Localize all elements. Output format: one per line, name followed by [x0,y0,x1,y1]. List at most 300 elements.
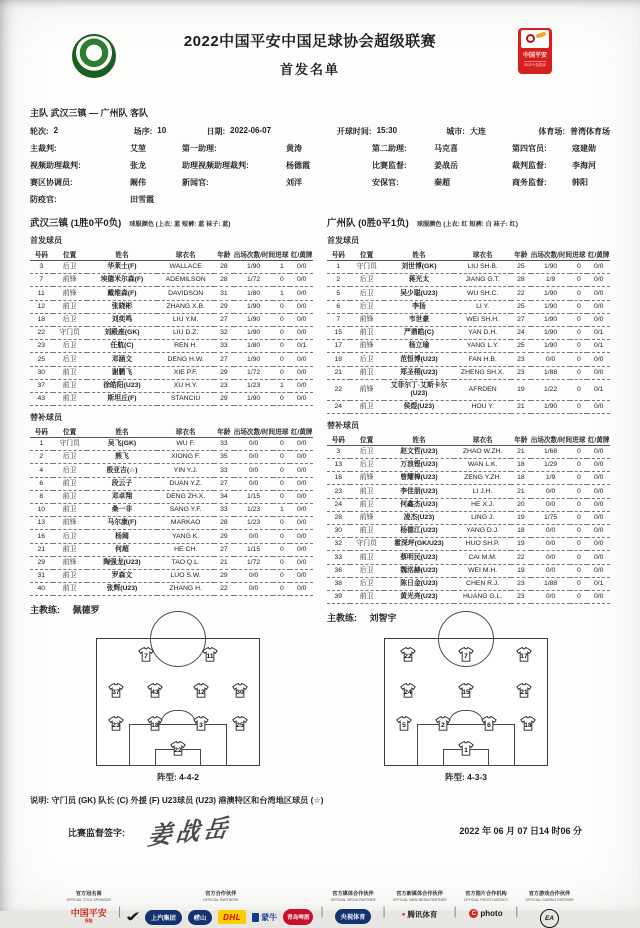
official-label: 第四官员: [512,144,547,153]
away-starters-label: 首发球员 [327,236,359,245]
player-cell: ZHANG X.B. [157,300,214,313]
roster-header-row [327,248,610,261]
sponsor-group [464,890,509,918]
player-cell: 27 [214,313,234,326]
player-cell: 7 [30,274,53,287]
player-cell: 罗森文 [87,569,158,582]
player-cell: 19 [511,538,531,551]
player-row [327,300,610,313]
player-row [30,556,313,569]
sponsor-group-sublabel: OFFICIAL TITLE SPONSOR [66,898,111,903]
player-cell: 33 [214,464,234,477]
info-pair [538,126,610,137]
player-cell: 后卫 [350,274,384,287]
player-cell: 0 [570,366,587,379]
player-cell: 万浪铿(U23) [384,459,455,472]
player-cell: 1 [327,261,350,274]
player-cell: 曾耀樟(U23) [384,472,455,485]
official-value: 杨德霞 [286,161,310,170]
player-cell: 0/0 [290,261,313,274]
info-label: 场序: [133,127,153,136]
player-shirt-icon [399,683,416,703]
player-cell: 27 [214,543,234,556]
player-cell: 后卫 [53,313,87,326]
player-cell: YANG L.Y. [454,340,511,353]
player-cell: 1/80 [234,287,274,300]
player-cell: 1/90 [531,287,571,300]
player-cell: 桑一非 [87,504,158,517]
player-cell: 陶强龙(U23) [87,556,158,569]
player-row [327,564,610,577]
official-value: 阚伟 [130,178,146,187]
svg-text:3: 3 [198,721,203,729]
sponsor-logo-row [71,909,107,923]
player-cell: FAN H.B. [454,353,511,366]
official-label: 第二助理: [372,144,407,153]
player-cell: 0/0 [531,551,571,564]
player-cell: 严鼎皓(C) [384,326,455,339]
player-cell: 斯坦丘(F) [87,392,158,405]
player-row [30,353,313,366]
column-header: 年龄 [214,248,234,261]
home-coach-name: 佩德罗 [72,605,100,616]
player-cell: YANG D.J. [454,525,511,538]
player-cell: 黄光亮(U23) [384,590,455,603]
player-cell: 23 [214,379,234,392]
player-cell: 0 [273,274,290,287]
player-cell: 侯煜(U23) [384,400,455,413]
column-header: 号码 [30,248,53,261]
official-value: 田雪霞 [130,195,154,204]
player-cell: 1/88 [531,366,571,379]
player-cell: 29 [214,392,234,405]
player-cell: 后卫 [350,577,384,590]
player-row [327,472,610,485]
player-cell: 21 [511,485,531,498]
home-coach-label: 主教练: [30,605,60,616]
player-cell: 守门员 [350,538,384,551]
player-cell: 前锋 [350,340,384,353]
column-header: 号码 [327,433,350,446]
player-cell: 13 [327,459,350,472]
player-row [327,287,610,300]
dhl-logo: DHL [218,910,246,924]
svg-text:23: 23 [112,721,121,729]
player-cell: 0 [570,287,587,300]
player-cell: LIU D.Z. [157,326,214,339]
player-cell: 1/88 [531,577,571,590]
player-cell: 0 [570,551,587,564]
player-cell: 0/0 [531,564,571,577]
player-row [30,490,313,503]
player-row [327,577,610,590]
player-cell: 前卫 [53,379,87,392]
player-cell: 0/0 [587,511,610,524]
player-cell: 0 [570,498,587,511]
column-header: 球衣名 [157,248,214,261]
player-shirt-icon [458,647,475,667]
sponsor-group [66,890,111,923]
sponsor-pill-logo: 上汽集团 [145,910,182,925]
player-cell: 后卫 [53,530,87,543]
photo-agency-logo: C photo [469,909,502,918]
player-row [327,366,610,379]
player-cell: 29 [214,569,234,582]
player-cell: 0 [570,472,587,485]
player-cell: 刘殿座(GK) [87,326,158,339]
player-cell: 0 [570,313,587,326]
home-kit-colors: 球服颜色 (上衣: 蓝 短裤: 蓝 袜子: 蓝) [129,221,231,228]
player-cell: 1 [273,261,290,274]
player-cell: 1/23 [234,504,274,517]
player-cell: HUO SH.P. [454,538,511,551]
away-team-column [327,215,610,624]
player-row [30,504,313,517]
official-pair [512,160,610,171]
player-cell: 16 [30,530,53,543]
player-cell: 0/1 [587,577,610,590]
column-header: 年龄 [511,248,531,261]
sponsor-group-sublabel: OFFICIAL PARTNERS [203,898,239,903]
player-cell: 33 [214,438,234,451]
official-label: 第一助理: [182,144,217,153]
player-row [327,459,610,472]
player-cell: 马尔康(F) [87,517,158,530]
player-cell: XIONG F. [157,451,214,464]
roster-header-row [30,248,313,261]
player-cell: 谢鹏飞 [87,366,158,379]
player-cell: 0 [570,400,587,413]
player-cell: 2 [30,451,53,464]
sponsor-group-sublabel: OFFICIAL NEW MEDIA PARTNER [392,898,447,903]
column-header: 号码 [327,248,350,261]
player-cell: 埃德米尔森(F) [87,274,158,287]
player-cell: 0/0 [587,313,610,326]
player-cell: WALLACE [157,261,214,274]
player-cell: 13 [30,517,53,530]
column-header: 年龄 [214,425,234,438]
player-row [30,313,313,326]
column-header: 红/黄牌 [587,433,610,446]
player-cell: LIU Y.M. [157,313,214,326]
column-header: 出场次数/时间 [531,433,571,446]
official-label: 助理视频助理裁判: [182,161,249,170]
sponsor-pill-logo: 崂山 [188,910,212,925]
official-value: 艾堃 [130,144,146,153]
player-cell: 0/0 [290,438,313,451]
player-cell: 0 [273,300,290,313]
print-timestamp: 2022 年 06 月 07 日14 时06 分 [459,826,582,837]
supervisor-signature: 姜战岳 [146,814,233,851]
player-cell: 0/0 [587,274,610,287]
pingan-sub: 保险 [84,918,93,924]
player-cell: 熊飞 [87,451,158,464]
info-pair [30,126,134,137]
player-row [30,451,313,464]
player-cell: MARKAO [157,517,214,530]
player-cell: 前锋 [53,274,87,287]
player-cell: 凌杰(U23) [384,511,455,524]
player-cell: 0 [273,326,290,339]
player-cell: 前锋 [350,313,384,326]
home-formation [96,638,260,783]
signature-label: 比赛监督签字: [68,828,125,839]
player-cell: 郑圣栩(U23) [384,366,455,379]
player-cell: 1/80 [234,340,274,353]
player-cell: 23 [511,366,531,379]
player-cell: 0/0 [290,392,313,405]
player-shirt-icon [399,647,416,667]
player-cell: 张辉(U23) [87,583,158,596]
player-cell: 后卫 [350,353,384,366]
player-cell: 0/0 [234,583,274,596]
player-cell: LING J. [454,511,511,524]
sponsor-logo-row [402,909,438,920]
player-cell: 赵文哲(U23) [384,445,455,458]
sponsor-group-sublabel: OFFICIAL PHOTO AGENCY [463,898,509,903]
player-cell: 前锋 [53,556,87,569]
official-label: 赛区协调员: [30,178,73,187]
away-pitch-diagram [384,638,548,766]
away-starters-table [327,248,610,414]
player-cell: 32 [327,538,350,551]
player-cell: 22 [214,583,234,596]
player-cell: 33 [327,551,350,564]
player-cell: 0/0 [587,287,610,300]
player-row [30,392,313,405]
player-cell: DENG H.W. [157,353,214,366]
player-cell: 后卫 [53,451,87,464]
svg-text:37: 37 [112,689,121,697]
teams-section [30,215,610,624]
player-cell: 1 [30,438,53,451]
player-cell: 蔡明民(U23) [384,551,455,564]
player-cell: 0 [273,353,290,366]
player-cell: 前锋 [350,472,384,485]
player-cell: 25 [511,261,531,274]
info-value: 15:30 [376,126,398,135]
player-cell: 23 [511,590,531,603]
player-cell: 1/90 [234,392,274,405]
player-cell: 8 [30,490,53,503]
player-cell: 0/0 [290,569,313,582]
player-row [327,340,610,353]
official-pair [182,143,372,154]
player-cell: 1/90 [531,340,571,353]
official-label: 防疫官: [30,195,57,204]
player-row [30,517,313,530]
svg-text:21: 21 [520,689,529,697]
player-shirt-icon [480,716,497,736]
player-cell: 前卫 [53,300,87,313]
player-cell: 6 [30,477,53,490]
match-info-row [30,126,610,137]
player-cell: 1 [273,504,290,517]
player-shirt-icon [108,716,125,736]
player-cell: LI J.H. [454,485,511,498]
player-cell: 前卫 [53,583,87,596]
official-value: 马克喜 [434,144,458,153]
player-cell: 18 [327,353,350,366]
info-label: 日期: [206,127,226,136]
player-cell: 0/0 [290,556,313,569]
player-cell: 0/0 [290,353,313,366]
player-cell: 0 [273,556,290,569]
player-cell: 前卫 [53,504,87,517]
player-shirt-icon [192,716,209,736]
player-cell: LI Y. [454,300,511,313]
player-cell: 0/0 [290,313,313,326]
official-label: 裁判监督: [512,161,547,170]
info-pair [446,126,538,137]
player-cell: 1/72 [234,366,274,379]
player-cell: 1/90 [531,326,571,339]
svg-text:7: 7 [464,652,468,660]
nike-swoosh-icon: ✔ [123,908,144,925]
player-cell: 0/0 [587,551,610,564]
svg-text:22: 22 [174,747,182,755]
away-subs-table [327,433,610,604]
away-coach-name: 刘智宇 [369,613,397,624]
player-cell: 38 [327,577,350,590]
player-cell: 0 [273,569,290,582]
player-cell: 0 [570,485,587,498]
away-formation [384,638,548,783]
official-label: 比赛监督: [372,161,407,170]
home-team-header [30,215,313,229]
player-cell: 19 [511,511,531,524]
column-header: 年龄 [511,433,531,446]
player-row [327,485,610,498]
official-pair [512,177,610,188]
player-row [30,300,313,313]
player-row [30,477,313,490]
player-cell: 1 [273,287,290,300]
player-cell: 0/0 [531,525,571,538]
player-cell: 30 [30,366,53,379]
sponsor-group-label: 官方图片合作机构 [465,891,507,898]
player-cell: 0 [273,451,290,464]
info-value: 普湾体育场 [570,127,610,136]
player-cell: XU H.Y. [157,379,214,392]
player-cell: 前卫 [53,366,87,379]
player-cell: 前卫 [53,569,87,582]
player-cell: 6 [327,300,350,313]
official-pair [512,143,610,154]
officials-grid [30,143,610,205]
footer-separator: | [515,904,519,919]
pingan-logo: 中国平安 保险 [70,908,107,924]
player-cell: 0/0 [587,590,610,603]
home-starters-table [30,248,313,406]
column-header: 姓名 [384,433,455,446]
player-shirt-icon [396,716,413,736]
official-pair [372,143,512,154]
player-cell: 0 [570,525,587,538]
footer-separator: | [117,904,122,919]
player-cell: 李扬 [384,300,455,313]
player-row [327,525,610,538]
player-cell: 0 [570,590,587,603]
roster-header-row [30,425,313,438]
footer-separator: | [453,904,457,919]
player-cell: 杨阔 [87,530,158,543]
player-cell: 前锋 [350,379,384,400]
player-cell: 0/0 [234,530,274,543]
player-cell: 刘世博(GK) [384,261,455,274]
player-cell: 0 [570,445,587,458]
column-header: 进球 [273,248,290,261]
player-cell: 邓卓翔 [87,490,158,503]
player-cell: 0/0 [290,366,313,379]
player-cell: 0/0 [587,525,610,538]
player-cell: 后卫 [350,459,384,472]
player-cell: 28 [511,274,531,287]
player-cell: 李佳朋(U23) [384,485,455,498]
player-shirt-icon [147,683,164,703]
sponsor-group-label: 官方媒体合作伙伴 [332,891,374,898]
player-cell: 0/0 [290,530,313,543]
player-cell: 37 [30,379,53,392]
player-cell: 36 [327,564,350,577]
column-header: 进球 [273,425,290,438]
info-value: 10 [157,126,167,135]
mengniu-logo: 蒙牛 [252,912,277,923]
player-cell: LUO S.W. [157,569,214,582]
player-cell: 4 [30,464,53,477]
column-header: 姓名 [384,248,455,261]
player-cell: 0/0 [290,490,313,503]
player-cell: 0 [570,274,587,287]
player-cell: 徐皓阳(U23) [87,379,158,392]
player-cell: 0/1 [290,340,313,353]
player-cell: 1/90 [234,313,274,326]
player-row [30,379,313,392]
info-label: 开球时间: [336,127,372,136]
player-cell: 前卫 [350,326,384,339]
player-cell: 2 [327,274,350,287]
player-cell: 0 [570,379,587,400]
home-starters-label: 首发球员 [30,236,62,245]
player-cell: CHEN R.J. [454,577,511,590]
player-cell: 23 [511,577,531,590]
sponsor-group [123,890,313,925]
player-cell: 35 [214,451,234,464]
sponsor-group-label: 官方冠名商 [75,891,102,898]
player-cell: 1/9 [531,472,571,485]
info-value: 2022-06-07 [230,126,272,135]
player-cell: 43 [30,392,53,405]
column-header: 号码 [30,425,53,438]
player-cell: 1/68 [531,445,571,458]
player-cell: 0/0 [290,274,313,287]
legend-line: 说明: 守门员 (GK) 队长 (C) 外援 (F) U23球员 (U23) 港澳特区和台湾地区球员 (☆) [30,796,324,806]
player-cell: 0/0 [587,498,610,511]
player-cell: 0/0 [587,459,610,472]
player-cell: 28 [214,274,234,287]
player-cell: 0/1 [587,326,610,339]
player-row [30,287,313,300]
player-cell: 0 [273,438,290,451]
sponsor-group-sublabel: OFFICIAL MEDIA PARTNER [330,898,376,903]
tencent-sports-logo: ● 腾讯体育 [402,909,438,920]
player-cell: ADEMILSON [157,274,214,287]
info-pair [134,126,207,137]
player-cell: 23 [327,485,350,498]
column-header: 出场次数/时间 [531,248,571,261]
column-header: 姓名 [87,248,158,261]
away-team-name: 广州队 (0胜0平1负) [327,218,409,229]
